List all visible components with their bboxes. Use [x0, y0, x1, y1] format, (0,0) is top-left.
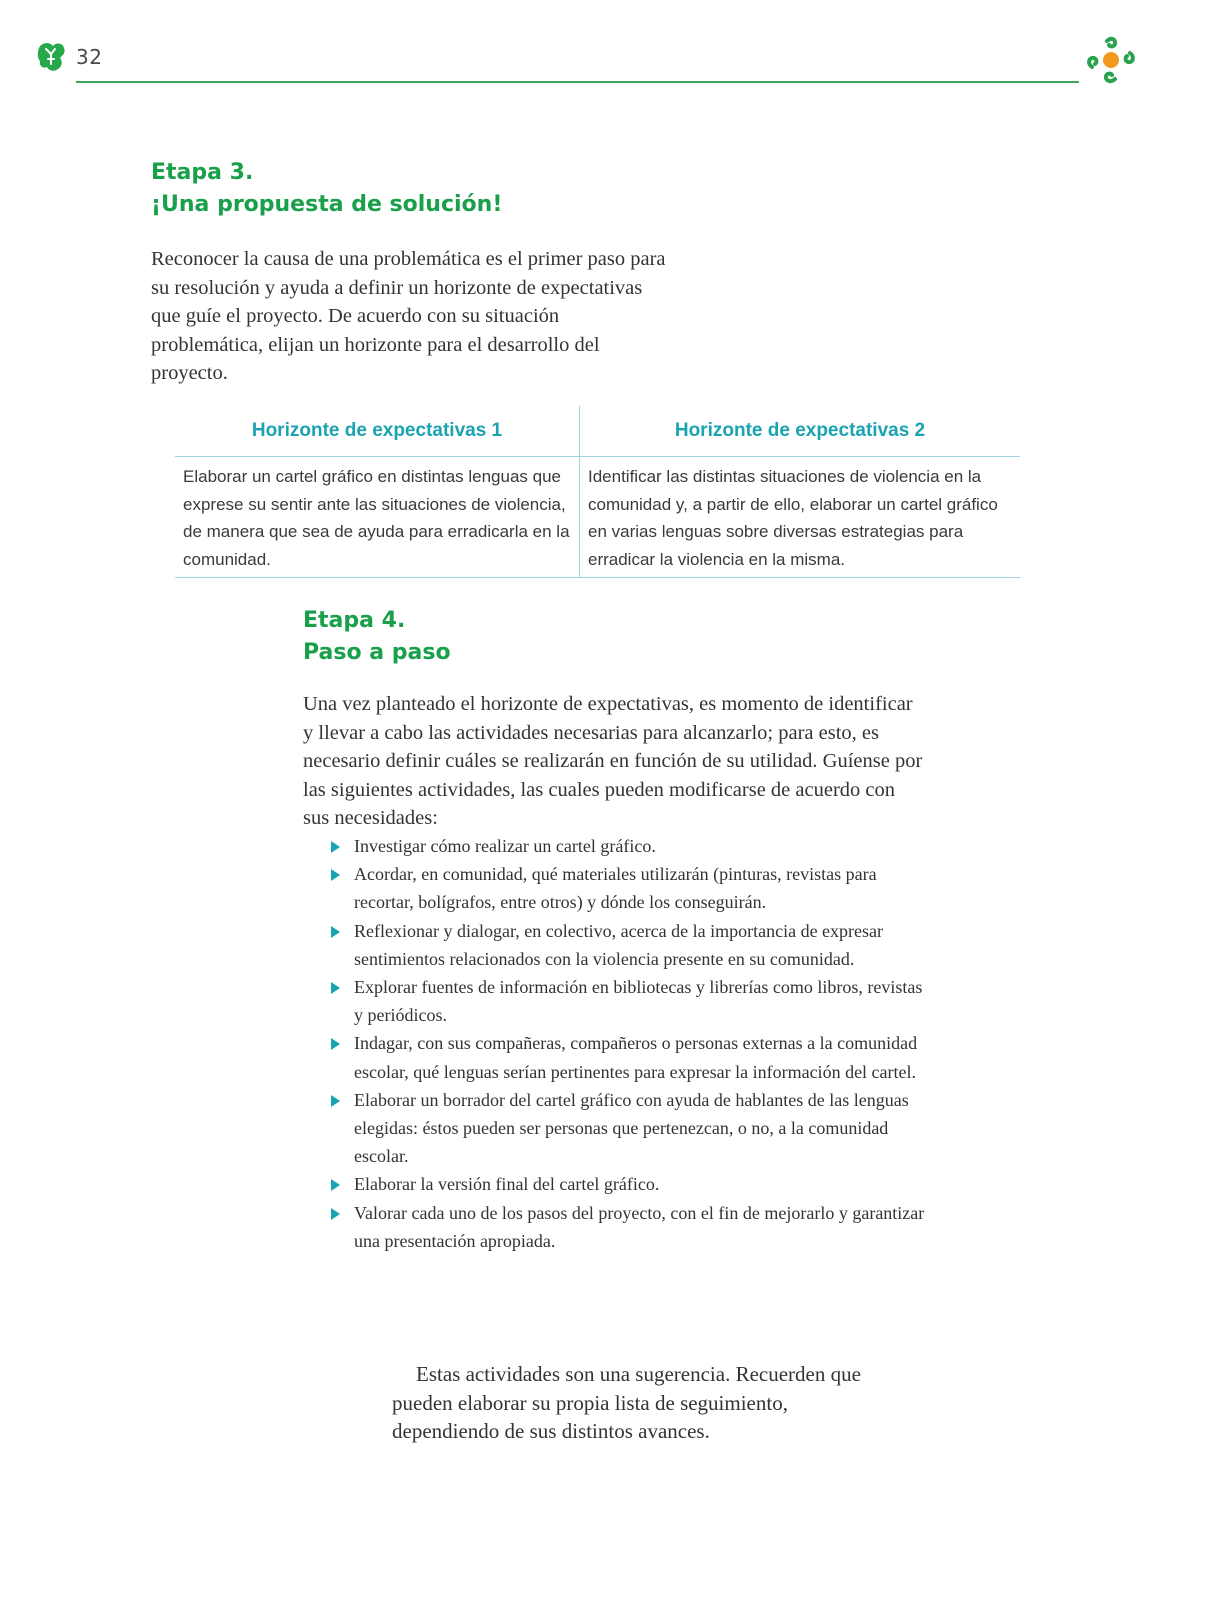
etapa4-paragraph: Una vez planteado el horizonte de expectativas, es momento de identificar y llevar a cabo las actividades necesarias para alcanzarlo; para esto, es necesario definir cuáles se realizarán en función de su utilidad. Guíense por las siguientes actividades, las cuales pueden modificarse de acuerdo con sus necesidades:	[303, 693, 923, 829]
list-item	[328, 917, 928, 973]
list-item-text: Elaborar la versión final del cartel gráfico.	[354, 1174, 660, 1195]
list-item	[328, 973, 928, 1029]
list-item	[328, 832, 928, 860]
table-cell-2: Identificar las distintas situaciones de violencia en la comunidad y, a partir de ello, elaborar un cartel gráfico en varias lenguas sobre diversas estrategias para erradicar la violencia en la misma.	[580, 457, 1021, 578]
etapa3-paragraph: Reconocer la causa de una problemática es el primer paso para su resolución y ayuda a definir un horizonte de expectativas que guíe el proyecto. De acuerdo con su situación problemática, elijan un horizonte para el desarrollo del proyecto.	[151, 248, 666, 384]
header-divider	[76, 81, 1079, 83]
etapa3-heading	[151, 157, 502, 221]
etapa4-subtitle: Paso a paso	[303, 640, 451, 665]
table-cell-1: Elaborar un cartel gráfico en distintas lenguas que exprese su sentir ante las situaciones de violencia, de manera que sea de ayuda para erradicarla en la comunidad.	[175, 457, 580, 578]
closing-note: Estas actividades son una sugerencia. Recuerden que pueden elaborar su propia lista de seguimiento, dependiendo de sus distintos avances.	[392, 1362, 861, 1443]
expectations-table	[175, 406, 1020, 578]
emblem-icon	[1085, 35, 1137, 85]
bullet-arrow-icon	[331, 1179, 340, 1191]
bullet-arrow-icon	[331, 841, 340, 853]
etapa4-title: Etapa 4.	[303, 608, 406, 633]
list-item-text: Explorar fuentes de información en bibliotecas y librerías como libros, revistas y periódicos.	[354, 977, 923, 1026]
table-header-1: Horizonte de expectativas 1	[175, 406, 580, 457]
bullet-arrow-icon	[331, 926, 340, 938]
list-item	[328, 1199, 928, 1255]
bullet-arrow-icon	[331, 982, 340, 994]
table-row	[175, 457, 1020, 578]
list-item-text: Valorar cada uno de los pasos del proyecto, con el fin de mejorarlo y garantizar una presentación apropiada.	[354, 1202, 925, 1251]
bullet-arrow-icon	[331, 1095, 340, 1107]
etapa3-title: Etapa 3.	[151, 160, 254, 185]
bullet-arrow-icon	[331, 1038, 340, 1050]
list-item	[328, 1086, 928, 1171]
list-item-text: Elaborar un borrador del cartel gráfico con ayuda de hablantes de las lenguas elegidas: éstos pueden ser personas que pertenezcan, o no, a la comunidad escolar.	[354, 1089, 909, 1167]
list-item-text: Acordar, en comunidad, qué materiales utilizarán (pinturas, revistas para recortar, bolígrafos, entre otros) y dónde los conseguirán.	[354, 864, 877, 913]
list-item	[328, 1029, 928, 1085]
etapa4-heading	[303, 605, 451, 669]
list-item-text: Indagar, con sus compañeras, compañeros o personas externas a la comunidad escolar, qué lenguas serían pertinentes para expresar la información del cartel.	[354, 1033, 918, 1082]
list-item	[328, 860, 928, 916]
list-item-text: Reflexionar y dialogar, en colectivo, acerca de la importancia de expresar sentimientos relacionados con la violencia presente en su comunidad.	[354, 920, 884, 969]
list-item	[328, 1170, 928, 1198]
table-header-2: Horizonte de expectativas 2	[580, 406, 1021, 457]
activities-list	[328, 832, 928, 1255]
section-logo-icon	[36, 40, 68, 74]
table-header-row	[175, 406, 1020, 457]
bullet-arrow-icon	[331, 1208, 340, 1220]
list-item-text: Investigar cómo realizar un cartel gráfico.	[354, 836, 656, 856]
page-number: 32	[76, 45, 103, 69]
etapa3-subtitle: ¡Una propuesta de solución!	[151, 192, 503, 217]
bullet-arrow-icon	[331, 869, 340, 881]
